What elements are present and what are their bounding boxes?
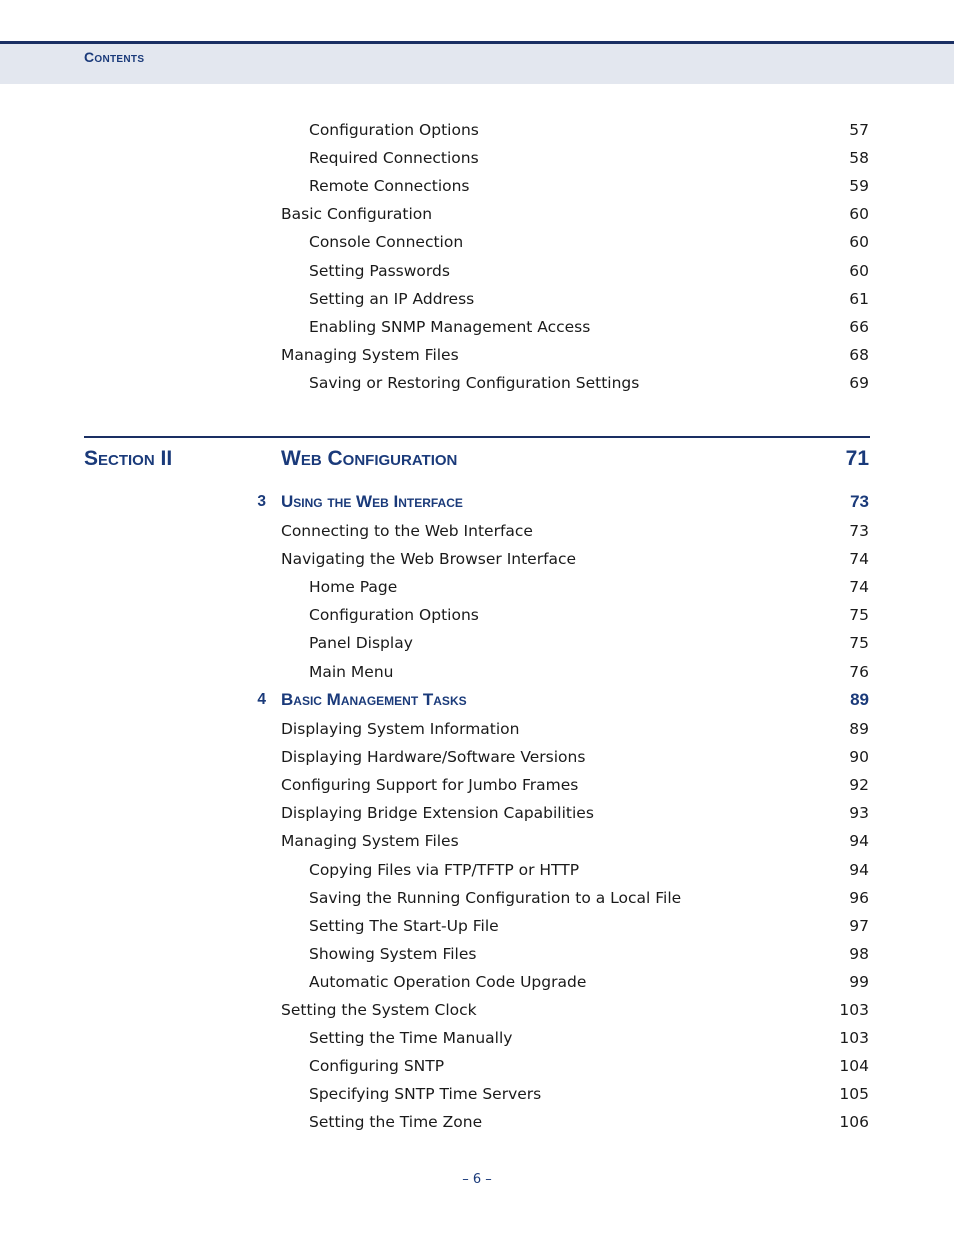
toc-entry-label: Configuring Support for Jumbo Frames <box>281 776 579 795</box>
toc-entry-label: Displaying System Information <box>281 720 520 738</box>
toc-entry-page: 57 <box>849 121 869 139</box>
toc-entry[interactable] <box>0 887 954 909</box>
toc-entry[interactable] <box>0 999 954 1021</box>
toc-entry-label: Configuration Options <box>309 121 479 139</box>
toc-entry-page: 69 <box>849 373 869 392</box>
toc-entry-page: 99 <box>849 972 869 991</box>
page-number-footer: – 6 – <box>462 1172 492 1187</box>
toc-entry[interactable] <box>0 372 954 394</box>
toc-entry[interactable] <box>0 632 954 654</box>
section-title: Web Configuration <box>281 447 458 470</box>
toc-entry-label: Enabling SNMP Management Access <box>309 317 591 336</box>
toc-entry-page: 76 <box>849 662 869 681</box>
toc-entry[interactable] <box>0 1111 954 1133</box>
toc-entry[interactable] <box>0 746 954 768</box>
toc-entry-page: 60 <box>849 233 869 252</box>
toc-entry-label: Displaying Hardware/Software Versions <box>281 748 586 767</box>
toc-entry-page: 94 <box>849 832 869 851</box>
toc-entry-page: 73 <box>849 522 869 540</box>
toc-entry[interactable] <box>0 203 954 225</box>
toc-entry-label: Home Page <box>309 578 398 597</box>
toc-entry-page: 103 <box>839 1029 869 1048</box>
toc-entry-label: Managing System Files <box>281 832 459 851</box>
toc-entry[interactable] <box>0 718 954 740</box>
toc-entry-label: Managing System Files <box>281 345 459 364</box>
toc-entry-page: 59 <box>849 177 869 196</box>
toc-entry[interactable] <box>0 576 954 598</box>
chapter-number: 3 <box>257 493 266 510</box>
chapter-3-heading[interactable] <box>0 491 954 513</box>
toc-entry-page: 75 <box>849 606 869 625</box>
toc-entry-page: 74 <box>849 578 869 597</box>
toc-entry[interactable] <box>0 175 954 197</box>
toc-entry-label: Panel Display <box>309 634 413 653</box>
header-title: Contents <box>84 49 145 65</box>
toc-entry-label: Displaying Bridge Extension Capabilities <box>281 804 594 823</box>
toc-entry[interactable] <box>0 802 954 824</box>
toc-entry-label: Basic Configuration <box>281 205 433 224</box>
section-page: 71 <box>845 447 869 470</box>
toc-entry-label: Required Connections <box>309 149 479 168</box>
toc-entry-page: 92 <box>849 776 869 795</box>
toc-entry-page: 106 <box>839 1113 869 1132</box>
toc-entry[interactable] <box>0 859 954 881</box>
toc-entry[interactable] <box>0 830 954 852</box>
toc-entry-label: Setting Passwords <box>309 261 450 280</box>
toc-entry-page: 60 <box>849 261 869 280</box>
toc-entry-label: Showing System Files <box>309 944 477 963</box>
toc-entry[interactable] <box>0 316 954 338</box>
toc-entry-page: 74 <box>849 550 869 569</box>
toc-entry[interactable] <box>0 774 954 796</box>
toc-entry-page: 96 <box>849 888 869 907</box>
toc-entry-label: Remote Connections <box>309 177 470 196</box>
toc-entry-label: Automatic Operation Code Upgrade <box>309 972 587 991</box>
toc-entry-label: Saving the Running Configuration to a Local File <box>309 888 682 907</box>
toc-entry-page: 60 <box>849 205 869 224</box>
toc-entry-label: Main Menu <box>309 662 394 681</box>
toc-entry[interactable] <box>0 915 954 937</box>
toc-entry-page: 97 <box>849 916 869 935</box>
toc-entry-label: Setting an IP Address <box>309 289 475 308</box>
toc-entry-page: 93 <box>849 804 869 823</box>
header-band <box>0 41 954 84</box>
chapter-page: 73 <box>850 492 869 511</box>
toc-entry-label: Setting the Time Zone <box>309 1113 483 1132</box>
toc-entry[interactable] <box>0 943 954 965</box>
toc-entry-label: Setting The Start-Up File <box>309 916 499 935</box>
toc-entry[interactable] <box>0 288 954 310</box>
chapter-number: 4 <box>257 691 266 708</box>
chapter-title: Using the Web Interface <box>281 492 463 511</box>
toc-entry-page: 90 <box>849 748 869 767</box>
toc-entry[interactable] <box>0 1055 954 1077</box>
toc-entry-label: Specifying SNTP Time Servers <box>309 1085 542 1104</box>
section-divider <box>84 436 870 438</box>
toc-entry-page: 94 <box>849 860 869 879</box>
toc-entry[interactable] <box>0 661 954 683</box>
section-label: Section II <box>84 447 173 470</box>
toc-entry[interactable] <box>0 520 954 542</box>
toc-entry[interactable] <box>0 231 954 253</box>
toc-entry-page: 105 <box>839 1085 869 1104</box>
toc-entry-page: 58 <box>849 149 869 168</box>
toc-entry[interactable] <box>0 344 954 366</box>
toc-entry-label: Copying Files via FTP/TFTP or HTTP <box>309 860 580 879</box>
toc-entry-page: 61 <box>849 289 869 308</box>
chapter-4-heading[interactable] <box>0 689 954 711</box>
toc-entry[interactable] <box>0 1083 954 1105</box>
toc-entry[interactable] <box>0 971 954 993</box>
toc-entry-page: 89 <box>849 720 869 738</box>
toc-entry[interactable] <box>0 604 954 626</box>
toc-entry-label: Setting the Time Manually <box>309 1029 513 1048</box>
chapter-page: 89 <box>850 690 869 709</box>
toc-entry-label: Saving or Restoring Configuration Settings <box>309 373 640 392</box>
toc-entry[interactable] <box>0 1027 954 1049</box>
toc-entry-page: 66 <box>849 317 869 336</box>
toc-entry-label: Console Connection <box>309 233 464 252</box>
toc-entry-page: 75 <box>849 634 869 653</box>
toc-entry-label: Setting the System Clock <box>281 1001 477 1019</box>
toc-entry[interactable] <box>0 260 954 282</box>
chapter-title: Basic Management Tasks <box>281 690 467 709</box>
toc-entry[interactable] <box>0 147 954 169</box>
toc-entry-label: Configuration Options <box>309 606 479 625</box>
toc-entry-label: Configuring SNTP <box>309 1057 445 1076</box>
toc-entry-page: 103 <box>839 1001 869 1019</box>
section-heading[interactable] <box>0 445 954 473</box>
toc-entry[interactable] <box>0 119 954 141</box>
toc-entry-page: 68 <box>849 345 869 364</box>
toc-entry[interactable] <box>0 548 954 570</box>
toc-entry-page: 104 <box>839 1057 869 1076</box>
toc-entry-label: Navigating the Web Browser Interface <box>281 550 577 569</box>
toc-entry-label: Connecting to the Web Interface <box>281 522 533 540</box>
toc-entry-page: 98 <box>849 944 869 963</box>
